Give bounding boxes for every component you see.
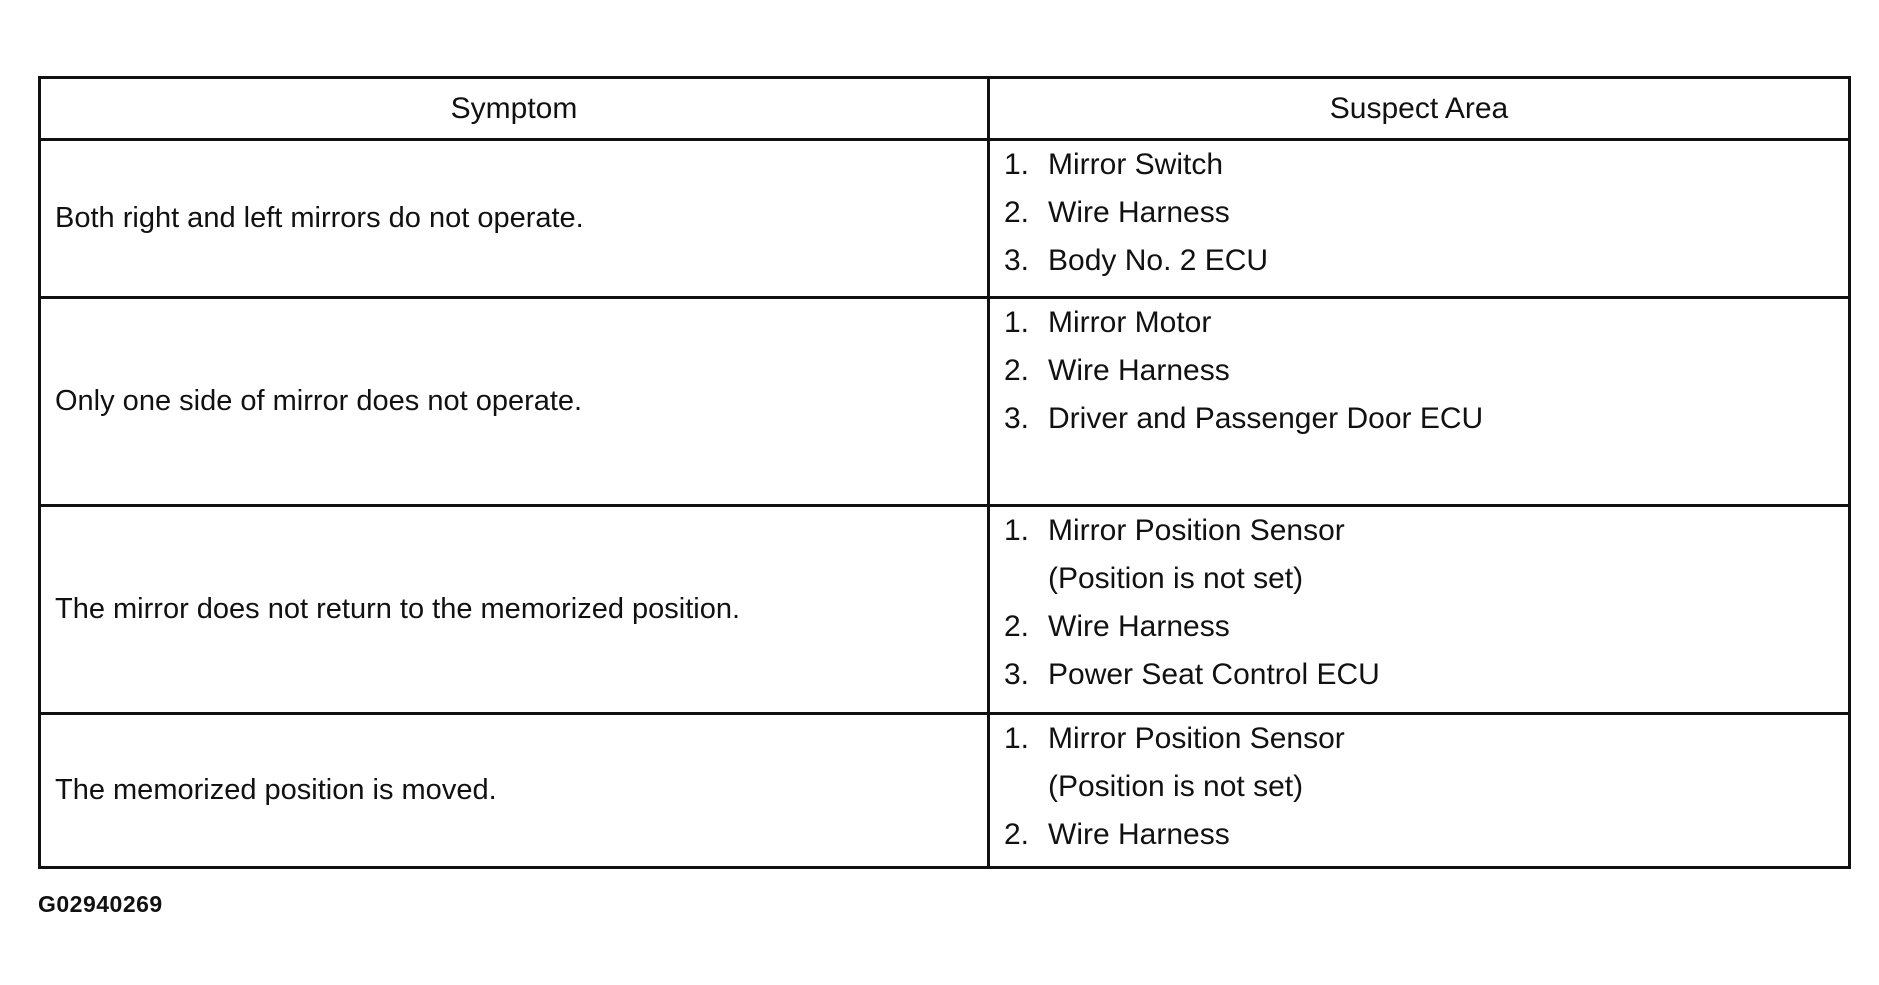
list-item: [1004, 395, 1848, 443]
item-number: 2.: [1004, 610, 1030, 643]
table-row: [40, 140, 1850, 298]
table-row: [40, 506, 1850, 714]
item-number: 1.: [1004, 306, 1030, 339]
list-item: [1004, 237, 1848, 285]
list-item: [1004, 603, 1848, 651]
header-suspect-area: Suspect Area: [989, 78, 1850, 140]
list-item: [1004, 811, 1848, 859]
item-number: 2.: [1004, 818, 1030, 851]
table-header-row: [40, 78, 1850, 140]
item-text: Driver and Passenger Door ECU: [1048, 402, 1484, 435]
list-item: [1004, 715, 1848, 811]
item-number: 3.: [1004, 658, 1030, 691]
list-item: [1004, 141, 1848, 189]
item-text-line: Mirror Position Sensor: [1048, 514, 1345, 547]
item-text: Wire Harness: [1048, 354, 1230, 387]
header-symptom: Symptom: [40, 78, 989, 140]
item-text: Wire Harness: [1048, 610, 1230, 643]
item-number: 1.: [1004, 148, 1030, 181]
figure-code: G02940269: [38, 891, 163, 917]
item-text-line: (Position is not set): [1048, 770, 1304, 803]
suspect-area-cell: [989, 140, 1850, 298]
suspect-area-cell: [989, 714, 1850, 868]
item-text-line: (Position is not set): [1048, 562, 1304, 595]
item-text-line: Mirror Position Sensor: [1048, 722, 1345, 755]
table-row: [40, 714, 1850, 868]
suspect-area-cell: [989, 298, 1850, 506]
list-item: [1004, 299, 1848, 347]
item-text: [1048, 507, 1848, 603]
suspect-area-cell: [989, 506, 1850, 714]
troubleshooting-table-container: [38, 76, 1848, 869]
item-number: 1.: [1004, 722, 1030, 755]
symptom-cell: Only one side of mirror does not operate.: [40, 298, 989, 506]
item-number: 1.: [1004, 514, 1030, 547]
table-row: [40, 298, 1850, 506]
suspect-area-list: [1004, 507, 1848, 699]
suspect-area-list: [1004, 715, 1848, 859]
suspect-area-list: [1004, 141, 1848, 285]
list-item: [1004, 507, 1848, 603]
item-text: Mirror Switch: [1048, 148, 1224, 181]
item-text: [1048, 715, 1848, 811]
item-text: Mirror Motor: [1048, 306, 1212, 339]
suspect-area-list: [1004, 299, 1848, 443]
item-text: Wire Harness: [1048, 196, 1230, 229]
troubleshooting-table: [38, 76, 1851, 869]
list-item: [1004, 347, 1848, 395]
symptom-cell: Both right and left mirrors do not operate.: [40, 140, 989, 298]
symptom-cell: The mirror does not return to the memorized position.: [40, 506, 989, 714]
item-text: Body No. 2 ECU: [1048, 244, 1269, 277]
item-number: 2.: [1004, 196, 1030, 229]
item-number: 3.: [1004, 402, 1030, 435]
item-number: 2.: [1004, 354, 1030, 387]
item-text: Power Seat Control ECU: [1048, 658, 1380, 691]
list-item: [1004, 189, 1848, 237]
item-number: 3.: [1004, 244, 1030, 277]
item-text: Wire Harness: [1048, 818, 1230, 851]
list-item: [1004, 651, 1848, 699]
symptom-cell: The memorized position is moved.: [40, 714, 989, 868]
